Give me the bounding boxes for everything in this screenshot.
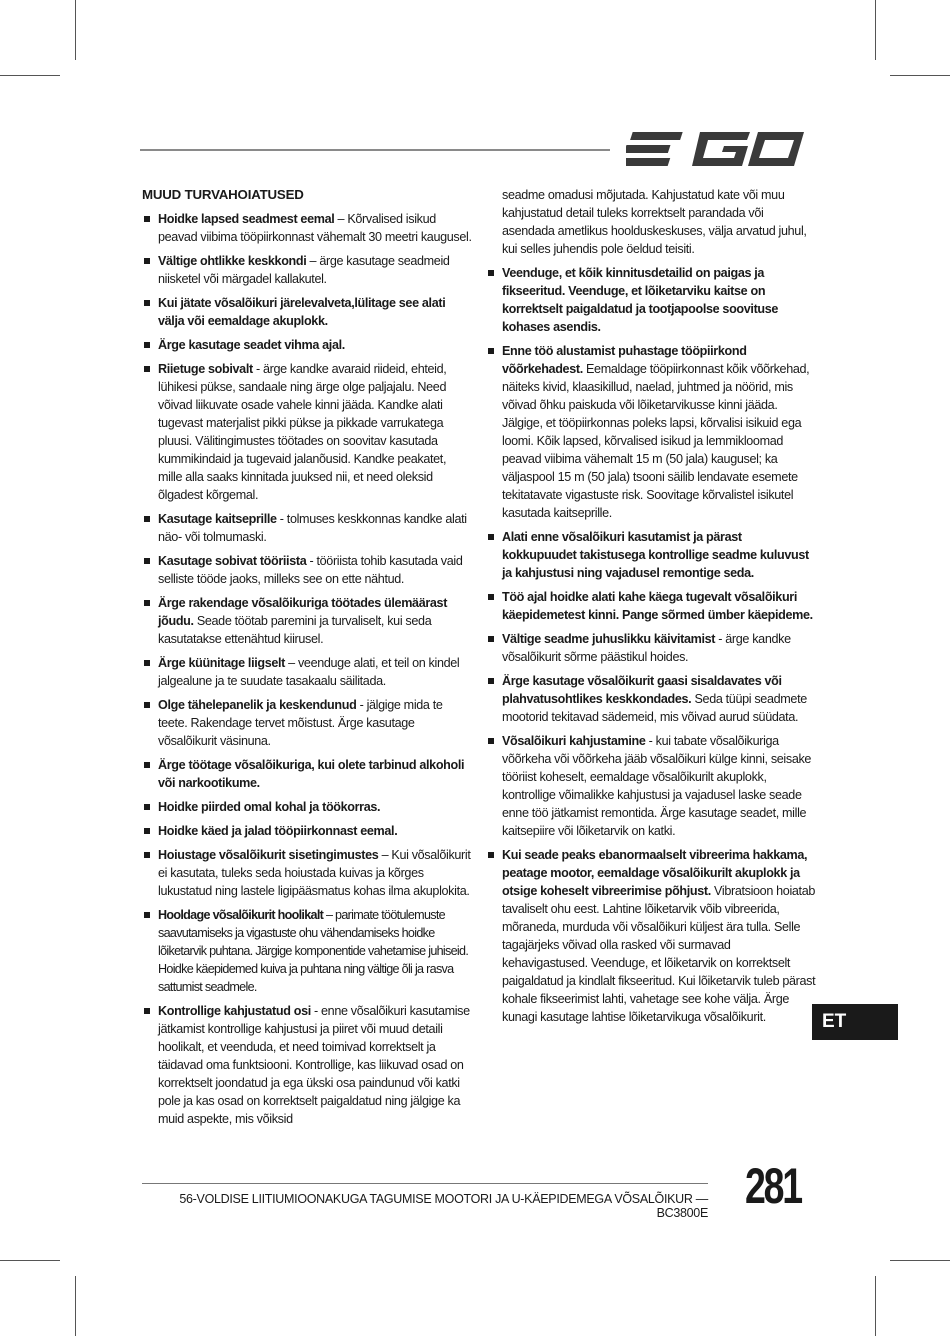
section-title: MUUD TURVAHOIATUSED: [142, 187, 304, 202]
bullet-icon: [144, 1008, 150, 1014]
warning-item: [486, 672, 816, 726]
warning-item: [142, 654, 472, 690]
bullet-icon: [488, 678, 494, 684]
bullet-icon: [144, 258, 150, 264]
bullet-icon: [488, 852, 494, 858]
warning-item: [142, 756, 472, 792]
warning-heading: Riietuge sobivalt: [158, 362, 253, 376]
warning-heading: Võsalõikuri kahjustamine: [502, 734, 646, 748]
bullet-icon: [488, 636, 494, 642]
bullet-icon: [488, 348, 494, 354]
page-number: 281: [745, 1158, 801, 1214]
bullet-icon: [144, 828, 150, 834]
footer-title: 56-VOLDISE LIITIUMIOONAKUGA TAGUMISE MOOTORI JA U-KÄEPIDEMEGA VÕSALÕIKUR — BC3800E: [179, 1192, 708, 1220]
warning-text: Seda tüüpi seadmete mootorid tekitavad sädemeid, mis võivad aurud süüdata.: [502, 692, 807, 724]
warning-heading: Ärge küünitage liigselt: [158, 656, 286, 670]
continued-paragraph: seadme omadusi mõjutada. Kahjustatud kate või muu kahjustatud detail tuleks korrektselt parandada või asendada ametlikus hoolduskeskuses, välja arvatud juhul, kui selles juhendis pole öeldud teisiti.: [502, 188, 807, 256]
crop-mark: [890, 1260, 950, 1261]
warning-heading: Hoidke käed ja jalad tööpiirkonnast eemal.: [158, 824, 398, 838]
warning-item: [486, 588, 816, 624]
warning-text: – parimate töötulemuste saavutamiseks ja vigastuste ohu vähendamiseks hoidke lõiketarvik puhtana. Järgige komponentide vahetamise juhiseid. Hoidke käepidemed kuiva ja puhtana ning vältige õli ja rasva sattumist seadmele.: [158, 908, 469, 994]
warning-item: [142, 798, 472, 816]
crop-mark: [0, 1260, 60, 1261]
warning-item: [142, 252, 472, 288]
crop-mark: [890, 75, 950, 76]
warning-heading: Ärge kasutage võsalõikurit gaasi sisaldavates või plahvatusohtlikes keskkondades.: [502, 674, 782, 706]
warning-heading: Kui seade peaks ebanormaalselt vibreerima hakkama, peatage mootor, eemaldage võsalõikurilt akuplokk ja otsige koheselt vibreerimise põhjust.: [502, 848, 808, 898]
bullet-icon: [144, 366, 150, 372]
warning-item: [142, 336, 472, 354]
warning-text: - jälgige mida te teete. Rakendage tervet mõistust. Ärge kasutage võsalõikurit väsinuna.: [158, 698, 443, 748]
bullet-icon: [144, 600, 150, 606]
bullet-icon: [144, 558, 150, 564]
warning-heading: Olge tähelepanelik ja keskendunud: [158, 698, 357, 712]
warning-text: - tolmuses keskkonnas kandke alati näo- või tolmumaski.: [158, 512, 467, 544]
warning-heading: Hooldage võsalõikurit hoolikalt: [158, 908, 324, 922]
bullet-icon: [144, 852, 150, 858]
warning-item: [142, 906, 472, 996]
bullet-icon: [144, 516, 150, 522]
bullet-icon: [144, 300, 150, 306]
crop-mark: [0, 75, 60, 76]
warning-item: [142, 846, 472, 900]
warning-item: [486, 264, 816, 336]
bullet-icon: [144, 216, 150, 222]
warning-heading: Vältige seadme juhuslikku käivitamist: [502, 632, 716, 646]
left-column: [142, 186, 472, 1134]
warning-text: - enne võsalõikuri kasutamise jätkamist kontrollige kahjustusi ja piiret või muud detaili hoolikalt, et veenduda, et need toimivad korrektselt ja täidavad oma funktsiooni. Kontrollige, kas liikuvad osad on korrektselt joondatud ja ega ükski osa paindunud või katki pole ja kas osad on korrektselt paigaldatud ning jälgige ka muid aspekte, mis võiksid: [158, 1004, 470, 1126]
warning-item: [142, 552, 472, 588]
warning-heading: Hoidke lapsed seadmest eemal: [158, 212, 335, 226]
warning-item: [486, 528, 816, 582]
warning-heading: Ärge rakendage võsalõikuriga töötades ülemäärast jõudu.: [158, 596, 448, 628]
footer-rule: [142, 1183, 708, 1184]
warning-heading: Veenduge, et kõik kinnitusdetailid on paigas ja fikseeritud. Veenduge, et lõiketarviku kaitse on korrektselt paigaldatud ja tootjapoolse soovituse kohases asendis.: [502, 266, 779, 334]
bullet-icon: [144, 660, 150, 666]
bullet-icon: [488, 534, 494, 540]
warning-text: – veenduge alati, et teil on kindel jalgealune ja te suudate tasakaalu säilitada.: [158, 656, 460, 688]
warning-item: [142, 510, 472, 546]
warning-item: [142, 822, 472, 840]
bullet-icon: [144, 912, 150, 918]
warning-heading: Kasutage kaitseprille: [158, 512, 277, 526]
right-column: [486, 186, 816, 1032]
bullet-icon: [488, 270, 494, 276]
warning-item: [486, 342, 816, 522]
crop-mark: [875, 0, 876, 60]
left-warning-list: [142, 210, 472, 1128]
ego-logo: [626, 128, 806, 170]
warning-heading: Enne töö alustamist puhastage tööpiirkond võõrkehadest.: [502, 344, 747, 376]
warning-heading: Kui jätate võsalõikuri järelevalveta,lülitage see alati välja või eemaldage akuplokk.: [158, 296, 446, 328]
warning-text: Seade töötab paremini ja turvaliselt, kui seda kasutatakse ettenähtud kiirusel.: [158, 614, 432, 646]
warning-heading: Alati enne võsalõikuri kasutamist ja pärast kokkupuudet takistusega kontrollige seadme kuluvust ja kahjustusi ning vajadusel remontige seda.: [502, 530, 809, 580]
warning-item: [142, 1002, 472, 1128]
warning-item: [142, 360, 472, 504]
warning-item: [142, 294, 472, 330]
header-rule: [140, 149, 610, 151]
bullet-icon: [144, 342, 150, 348]
warning-heading: Hoiustage võsalõikurit sisetingimustes: [158, 848, 379, 862]
crop-mark: [75, 0, 76, 60]
warning-text: – ärge kasutage seadmeid niisketel või märgadel kallakutel.: [158, 254, 450, 286]
warning-text: - ärge kandke võsalõikurit sõrme päästikul hoides.: [502, 632, 791, 664]
bullet-icon: [144, 804, 150, 810]
bullet-icon: [144, 762, 150, 768]
warning-heading: Hoidke piirded omal kohal ja töökorras.: [158, 800, 381, 814]
bullet-icon: [144, 702, 150, 708]
warning-item: [486, 630, 816, 666]
warning-item: [486, 846, 816, 1026]
warning-heading: Kasutage sobivat tööriista: [158, 554, 307, 568]
warning-heading: Töö ajal hoidke alati kahe käega tugevalt võsalõikuri käepidemetest kinni. Pange sõrmed ümber käepideme.: [502, 590, 813, 622]
warning-item: [142, 696, 472, 750]
warning-item: [142, 594, 472, 648]
bullet-icon: [488, 594, 494, 600]
warning-text: – Kõrvalised isikud peavad viibima tööpiirkonnast vähemalt 30 meetri kaugusel.: [158, 212, 472, 244]
crop-mark: [875, 1276, 876, 1336]
warning-item: [142, 210, 472, 246]
language-tab: ET: [812, 1004, 898, 1040]
bullet-icon: [488, 738, 494, 744]
warning-text: - kui tabate võsalõikuriga võõrkeha või võõrkeha jääb võsalõikuri külge kinni, seisake tööriist koheselt, eemaldage võsalõikurilt akuplokk, kontrollige võimalikke kahjustusi ja vajadusel laske seade enne töö jätkamist remontida. Ärge kasutage seadet, mille kaitsepiire või lõiketarvik on katki.: [502, 734, 812, 838]
warning-heading: Ärge kasutage seadet vihma ajal.: [158, 338, 345, 352]
warning-heading: Vältige ohtlikke keskkondi: [158, 254, 307, 268]
warning-heading: Kontrollige kahjustatud osi: [158, 1004, 311, 1018]
warning-text: - tööriista tohib kasutada vaid selliste tööde jaoks, milleks see on ette nähtud.: [158, 554, 463, 586]
warning-heading: Ärge töötage võsalõikuriga, kui olete tarbinud alkoholi või narkootikume.: [158, 758, 465, 790]
warning-text: Vibratsioon hoiatab tavaliselt ohu eest. Lahtine lõiketarvik võib vibreerida, mõraneda, murduda või võsalõikuri küljest ära tulla. Selle tagajärjeks võivad olla rasked või surmavad kehavigastused. Veenduge, et lõiketarvik on korrektselt paigaldatud ja kindlalt fikseeritud. Kui lõiketarvik tuleb pärast kohale fikseerimist lahti, vahetage see kohe välja. Ärge kunagi kasutage lahtise lõiketarvikuga võsalõikurit.: [502, 884, 816, 1024]
warning-item: [486, 732, 816, 840]
warning-text: - ärge kandke avaraid riideid, ehteid, lühikesi pükse, sandaale ning ärge olge paljajalu. Need võivad liikuvate osade vahele kinni jääda. Kandke alati tugevast materjalist pikki pükse ja pikkade varrukatega pluusi. Välitingimustes töötades on soovitav kasutada kummikindaid ja tugevaid jalanõusid. Kandke peakatet, mille alla saaks kinnitada juuksed nii, et need oleksid õlgadest kõrgemal.: [158, 362, 447, 502]
warning-text: Eemaldage tööpiirkonnast kõik võõrkehad, näiteks kivid, klaasikillud, naelad, juhtmed ja nöörid, mis võivad õhku paiskuda või lõiketarvikusse kinni jääda. Jälgige, et tööpiirkonnas poleks lapsi, kõrvalisi isikuid ega loomi. Kõik lapsed, kõrvalised isikud ja lemmikloomad peavad viibima vähemalt 15 m (50 jala) kaugusel; ka väljaspool 15 m (50 jala) tsooni säilib lendavate esemete tekitatavate vigastuste risk. Soovitage kõrvalistel isikutel kasutada kaitseprille.: [502, 362, 810, 520]
crop-mark: [75, 1276, 76, 1336]
right-warning-list: [486, 264, 816, 1026]
warning-text: – Kui võsalõikurit ei kasutata, tuleks seda hoiustada kuivas ja kõrges lukustatud ning lastele ligipääsmatus kohas ilma akuplokita.: [158, 848, 471, 898]
